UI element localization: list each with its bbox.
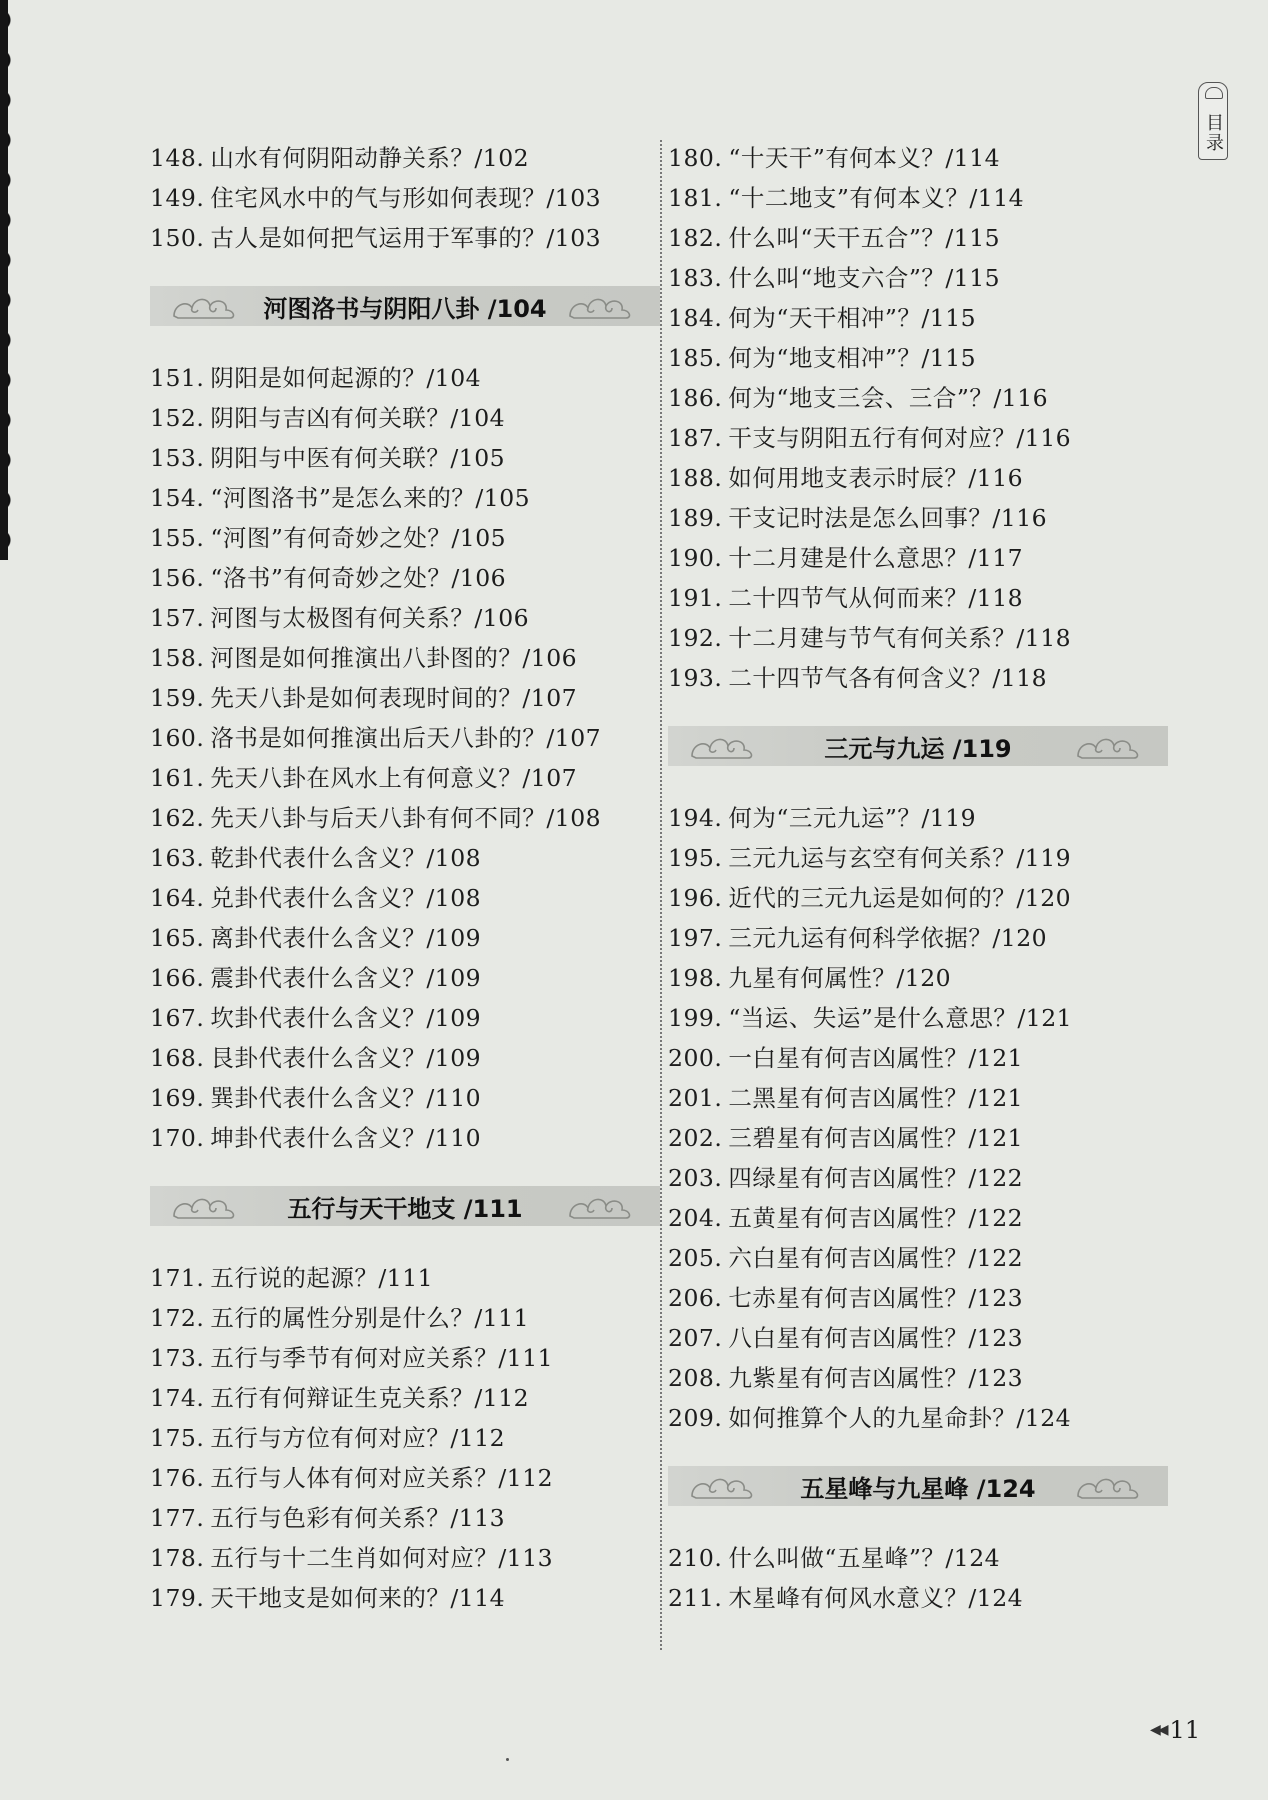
entry-text: 阴阳是如何起源的？/104 [210, 364, 482, 392]
entry-number: 186. [668, 384, 723, 412]
entry-number: 201. [668, 1084, 723, 1112]
entry-text: 二十四节气各有何含义？/118 [728, 664, 1048, 692]
entry-text: 何为“地支三会、三合”？/116 [728, 384, 1049, 412]
entry-number: 194. [668, 804, 723, 832]
toc-entry [150, 1298, 660, 1338]
entry-text: 艮卦代表什么含义？/109 [210, 1044, 482, 1072]
entry-number: 193. [668, 664, 723, 692]
entry-text: “十天干”有何本义？/114 [728, 144, 1001, 172]
entry-number: 172. [150, 1304, 205, 1332]
entry-text: 木星峰有何风水意义？/124 [728, 1584, 1024, 1612]
entry-text: 何为“天干相冲”？/115 [728, 304, 977, 332]
entry-text: 一白星有何吉凶属性？/121 [728, 1044, 1024, 1072]
toc-entry [668, 138, 1168, 178]
section-header [668, 726, 1168, 766]
toc-entry [668, 498, 1168, 538]
entry-text: 四绿星有何吉凶属性？/122 [728, 1164, 1024, 1192]
toc-entry [668, 1238, 1168, 1278]
entry-number: 152. [150, 404, 205, 432]
section-title: 河图洛书与阴阳八卦 /104 [263, 294, 547, 323]
entry-number: 163. [150, 844, 205, 872]
cloud-ornament-icon [566, 1190, 636, 1222]
toc-entry [150, 558, 660, 598]
cloud-ornament-icon [1074, 1470, 1144, 1502]
toc-entry [150, 998, 660, 1038]
toc-entry [150, 718, 660, 758]
toc-entry [150, 398, 660, 438]
entry-text: “当运、失运”是什么意思？/121 [728, 1004, 1073, 1032]
toc-entry [668, 838, 1168, 878]
entry-text: 天干地支是如何来的？/114 [210, 1584, 506, 1612]
entry-text: 如何推算个人的九星命卦？/124 [728, 1404, 1072, 1432]
entry-number: 206. [668, 1284, 723, 1312]
toc-entry [150, 1078, 660, 1118]
toc-entry [668, 1158, 1168, 1198]
back-arrows-icon: ◀◀ [1150, 1722, 1166, 1738]
entry-number: 195. [668, 844, 723, 872]
toc-entry [150, 878, 660, 918]
entry-text: 近代的三元九运是如何的？/120 [728, 884, 1072, 912]
entry-text: 山水有何阴阳动静关系？/102 [210, 144, 530, 172]
entry-text: 五行说的起源？/111 [210, 1264, 434, 1292]
entry-text: 坎卦代表什么含义？/109 [210, 1004, 482, 1032]
entry-text: 五行与方位有何对应？/112 [210, 1424, 506, 1452]
toc-entry [150, 798, 660, 838]
cloud-ornament-icon [566, 290, 636, 322]
toc-entry [668, 1198, 1168, 1238]
section-header [668, 1466, 1168, 1506]
entry-text: 离卦代表什么含义？/109 [210, 924, 482, 952]
section-title: 五行与天干地支 /111 [287, 1194, 523, 1223]
entry-number: 148. [150, 144, 205, 172]
entry-number: 164. [150, 884, 205, 912]
torn-page-edge [0, 0, 22, 560]
entry-number: 209. [668, 1404, 723, 1432]
toc-entry [668, 1278, 1168, 1318]
entry-text: 坤卦代表什么含义？/110 [210, 1124, 482, 1152]
entry-number: 196. [668, 884, 723, 912]
entry-text: 二黑星有何吉凶属性？/121 [728, 1084, 1024, 1112]
entry-text: 乾卦代表什么含义？/108 [210, 844, 482, 872]
entry-text: “河图洛书”是怎么来的？/105 [210, 484, 531, 512]
entry-text: “洛书”有何奇妙之处？/106 [210, 564, 507, 592]
entry-text: 如何用地支表示时辰？/116 [728, 464, 1024, 492]
entry-text: 河图与太极图有何关系？/106 [210, 604, 530, 632]
entry-number: 187. [668, 424, 723, 452]
entry-text: 兑卦代表什么含义？/108 [210, 884, 482, 912]
entry-number: 183. [668, 264, 723, 292]
toc-entry [150, 1498, 660, 1538]
toc-entry [150, 218, 660, 258]
entry-number: 149. [150, 184, 205, 212]
entry-number: 167. [150, 1004, 205, 1032]
toc-entry [668, 1078, 1168, 1118]
entry-number: 180. [668, 144, 723, 172]
entry-number: 160. [150, 724, 205, 752]
toc-entry [150, 1578, 660, 1618]
entry-number: 174. [150, 1384, 205, 1412]
entry-text: 阴阳与中医有何关联？/105 [210, 444, 506, 472]
cloud-ornament-icon [688, 1470, 758, 1502]
entry-text: “河图”有何奇妙之处？/105 [210, 524, 507, 552]
entry-number: 168. [150, 1044, 205, 1072]
entry-number: 192. [668, 624, 723, 652]
toc-entry [668, 958, 1168, 998]
page-number [1150, 1716, 1200, 1744]
entry-number: 166. [150, 964, 205, 992]
entry-number: 188. [668, 464, 723, 492]
entry-text: 三元九运有何科学依据？/120 [728, 924, 1048, 952]
entry-number: 184. [668, 304, 723, 332]
toc-entry [150, 1038, 660, 1078]
entry-number: 190. [668, 544, 723, 572]
entry-number: 200. [668, 1044, 723, 1072]
entry-text: 五行与季节有何对应关系？/111 [210, 1344, 554, 1372]
entry-text: 河图是如何推演出八卦图的？/106 [210, 644, 578, 672]
entry-number: 207. [668, 1324, 723, 1352]
entry-text: 十二月建与节气有何关系？/118 [728, 624, 1072, 652]
entry-text: 九紫星有何吉凶属性？/123 [728, 1364, 1024, 1392]
entry-number: 156. [150, 564, 205, 592]
toc-entry [668, 658, 1168, 698]
entry-number: 182. [668, 224, 723, 252]
entry-number: 177. [150, 1504, 205, 1532]
entry-text: 十二月建是什么意思？/117 [728, 544, 1024, 572]
entry-number: 203. [668, 1164, 723, 1192]
toc-entry [668, 878, 1168, 918]
toc-entry [150, 1258, 660, 1298]
entry-number: 181. [668, 184, 723, 212]
entry-text: “十二地支”有何本义？/114 [728, 184, 1025, 212]
entry-number: 189. [668, 504, 723, 532]
toc-entry [668, 1398, 1168, 1438]
toc-entry [668, 1118, 1168, 1158]
column-divider [660, 140, 662, 1650]
entry-text: 五行的属性分别是什么？/111 [210, 1304, 530, 1332]
entry-text: 古人是如何把气运用于军事的？/103 [210, 224, 602, 252]
entry-number: 151. [150, 364, 205, 392]
entry-text: 干支与阴阳五行有何对应？/116 [728, 424, 1072, 452]
entry-text: 何为“地支相冲”？/115 [728, 344, 977, 372]
entry-text: 先天八卦是如何表现时间的？/107 [210, 684, 578, 712]
entry-number: 208. [668, 1364, 723, 1392]
toc-entry [150, 1458, 660, 1498]
cloud-ornament-icon [170, 1190, 240, 1222]
entry-text: 五行与人体有何对应关系？/112 [210, 1464, 554, 1492]
toc-entry [150, 1118, 660, 1158]
toc-left-column [150, 138, 660, 1618]
chapter-tab-label: 目录 [1203, 113, 1224, 153]
entry-number: 154. [150, 484, 205, 512]
entry-number: 159. [150, 684, 205, 712]
section-header [150, 286, 660, 326]
toc-entry [150, 178, 660, 218]
toc-entry [668, 618, 1168, 658]
entry-number: 198. [668, 964, 723, 992]
entry-text: 九星有何属性？/120 [728, 964, 952, 992]
toc-entry [150, 1338, 660, 1378]
entry-text: 巽卦代表什么含义？/110 [210, 1084, 482, 1112]
entry-number: 202. [668, 1124, 723, 1152]
entry-number: 150. [150, 224, 205, 252]
entry-text: 什么叫做“五星峰”？/124 [728, 1544, 1001, 1572]
entry-number: 173. [150, 1344, 205, 1372]
entry-text: 什么叫“地支六合”？/115 [728, 264, 1001, 292]
section-title: 五星峰与九星峰 /124 [800, 1474, 1036, 1503]
toc-entry [668, 258, 1168, 298]
entry-number: 204. [668, 1204, 723, 1232]
toc-entry [668, 918, 1168, 958]
cloud-ornament-icon [688, 730, 758, 762]
toc-entry [668, 538, 1168, 578]
entry-text: 先天八卦与后天八卦有何不同？/108 [210, 804, 602, 832]
entry-text: 阴阳与吉凶有何关联？/104 [210, 404, 506, 432]
toc-entry [150, 518, 660, 558]
entry-number: 165. [150, 924, 205, 952]
entry-text: 五黄星有何吉凶属性？/122 [728, 1204, 1024, 1232]
entry-text: 六白星有何吉凶属性？/122 [728, 1244, 1024, 1272]
entry-text: 住宅风水中的气与形如何表现？/103 [210, 184, 602, 212]
toc-entry [668, 1358, 1168, 1398]
section-title: 三元与九运 /119 [824, 734, 1012, 763]
entry-number: 210. [668, 1544, 723, 1572]
entry-text: 干支记时法是怎么回事？/116 [728, 504, 1048, 532]
toc-entry [668, 298, 1168, 338]
entry-text: 何为“三元九运”？/119 [728, 804, 977, 832]
toc-entry [668, 338, 1168, 378]
toc-entry [150, 138, 660, 178]
entry-text: 洛书是如何推演出后天八卦的？/107 [210, 724, 602, 752]
entry-number: 175. [150, 1424, 205, 1452]
entry-number: 153. [150, 444, 205, 472]
entry-number: 158. [150, 644, 205, 672]
toc-entry [150, 598, 660, 638]
toc-entry [668, 998, 1168, 1038]
entry-text: 五行与色彩有何关系？/113 [210, 1504, 506, 1532]
section-header [150, 1186, 660, 1226]
toc-entry [150, 438, 660, 478]
toc-entry [150, 1538, 660, 1578]
entry-text: 震卦代表什么含义？/109 [210, 964, 482, 992]
toc-right-column [668, 138, 1168, 1618]
cloud-ornament-icon [170, 290, 240, 322]
toc-entry [150, 1418, 660, 1458]
entry-text: 七赤星有何吉凶属性？/123 [728, 1284, 1024, 1312]
toc-entry [668, 378, 1168, 418]
toc-entry [150, 358, 660, 398]
entry-number: 170. [150, 1124, 205, 1152]
chapter-tab [1198, 82, 1228, 160]
entry-number: 205. [668, 1244, 723, 1272]
entry-number: 171. [150, 1264, 205, 1292]
toc-entry [668, 1318, 1168, 1358]
toc-entry [150, 758, 660, 798]
page-number-label: 11 [1169, 1716, 1201, 1744]
toc-entry [150, 478, 660, 518]
entry-number: 191. [668, 584, 723, 612]
entry-number: 197. [668, 924, 723, 952]
entry-text: 八白星有何吉凶属性？/123 [728, 1324, 1024, 1352]
entry-number: 162. [150, 804, 205, 832]
cloud-ornament-icon [1074, 730, 1144, 762]
toc-entry [668, 578, 1168, 618]
entry-number: 199. [668, 1004, 723, 1032]
entry-text: 五行有何辩证生克关系？/112 [210, 1384, 530, 1412]
toc-entry [668, 178, 1168, 218]
toc-entry [150, 678, 660, 718]
toc-entry [668, 458, 1168, 498]
entry-number: 185. [668, 344, 723, 372]
toc-entry [668, 1538, 1168, 1578]
toc-entry [668, 218, 1168, 258]
toc-entry [150, 1378, 660, 1418]
entry-text: 三碧星有何吉凶属性？/121 [728, 1124, 1024, 1152]
entry-number: 179. [150, 1584, 205, 1612]
entry-number: 176. [150, 1464, 205, 1492]
tab-knob-icon [1205, 87, 1223, 99]
entry-text: 先天八卦在风水上有何意义？/107 [210, 764, 578, 792]
entry-number: 161. [150, 764, 205, 792]
toc-entry [150, 638, 660, 678]
toc-entry [150, 918, 660, 958]
entry-text: 什么叫“天干五合”？/115 [728, 224, 1001, 252]
entry-number: 157. [150, 604, 205, 632]
entry-number: 155. [150, 524, 205, 552]
entry-text: 五行与十二生肖如何对应？/113 [210, 1544, 554, 1572]
entry-text: 二十四节气从何而来？/118 [728, 584, 1024, 612]
toc-entry [668, 418, 1168, 458]
toc-entry [668, 1578, 1168, 1618]
print-dot [506, 1758, 509, 1761]
entry-text: 三元九运与玄空有何关系？/119 [728, 844, 1072, 872]
toc-entry [668, 798, 1168, 838]
entry-number: 211. [668, 1584, 723, 1612]
toc-entry [150, 958, 660, 998]
toc-entry [150, 838, 660, 878]
toc-entry [668, 1038, 1168, 1078]
entry-number: 178. [150, 1544, 205, 1572]
entry-number: 169. [150, 1084, 205, 1112]
